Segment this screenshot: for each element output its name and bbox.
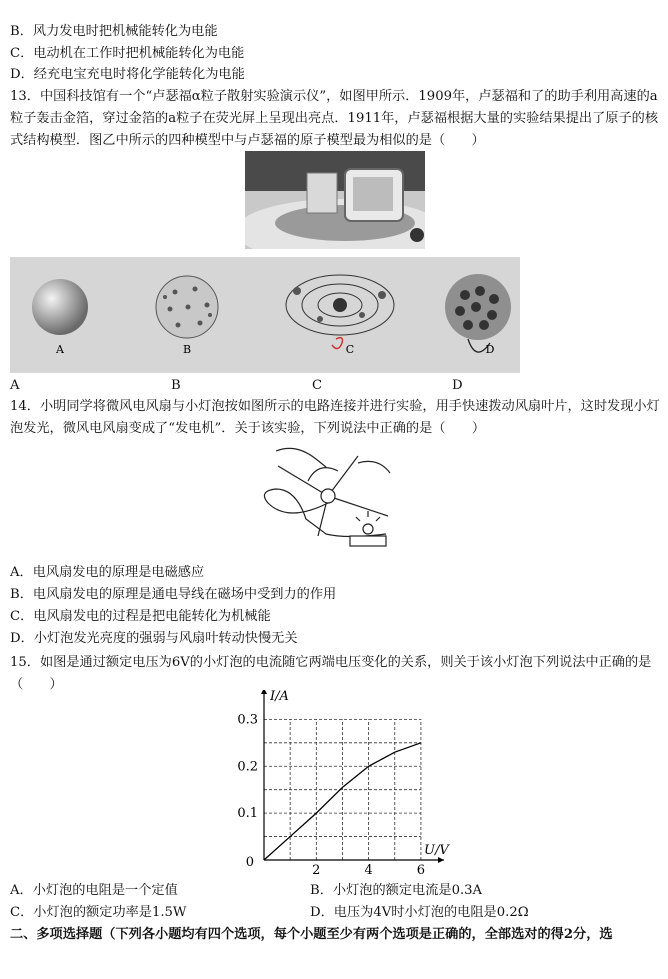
q12-option-c: C．电动机在工作时把机械能转化为电能 xyxy=(10,46,245,61)
q15-option-a: A．小灯泡的电阻是一个定值 xyxy=(10,883,178,898)
q14-option-d: D．小灯泡发光亮度的强弱与风扇叶转动快慢无关 xyxy=(10,631,298,646)
y-axis-label: I/A xyxy=(270,690,289,704)
q15-stem: 15．如图是通过额定电压为6V的小灯泡的电流随它两端电压变化的关系，则关于该小灯泡下列说法中正确的是（ ） xyxy=(10,655,652,692)
x-tick-label: 2 xyxy=(312,863,321,875)
q13-stem: 13．中国科技馆有一个“卢瑟福α粒子散射实验演示仪”，如图甲所示．1909年，卢瑟福和了的助手利用高速的a粒子轰击金箔，穿过金箔的a粒子在荧光屏上呈现出亮点．1911年，卢瑟福根据大量的实验结果提出了原子的核式结构模型．图乙中所示的四种模型中与卢瑟福的原子模型最为相似的是（ ） xyxy=(10,89,659,148)
q15-option-d: D．电压为4V时小灯泡的电阻是0.2Ω xyxy=(310,905,529,920)
q13-option-c: C xyxy=(312,378,323,393)
y-axis-arrow xyxy=(261,690,267,694)
fan-circuit-figure xyxy=(258,441,408,556)
q15-option-b: B．小灯泡的额定电流是0.3A xyxy=(310,883,483,898)
q15-option-c: C．小灯泡的额定功率是1.5W xyxy=(10,905,187,920)
q14-option-b: B．电风扇发电的原理是通电导线在磁场中受到力的作用 xyxy=(10,587,337,602)
section2-heading: 二、多项选择题（下列各小题均有四个选项，每个小题至少有两个选项是正确的，全部选对的得2分，选 xyxy=(10,927,613,942)
q13-option-b: B xyxy=(171,378,181,393)
q14-option-a: A．电风扇发电的原理是电磁感应 xyxy=(10,565,205,580)
atomic-models-figure xyxy=(10,257,520,373)
y-tick-label: 0.3 xyxy=(237,712,258,728)
model-d-label: D xyxy=(485,343,495,356)
rutherford-apparatus-photo xyxy=(245,151,425,249)
x-axis-label: U/V xyxy=(424,843,449,858)
x-tick-label: 4 xyxy=(364,863,373,875)
model-a-solid-sphere xyxy=(32,279,88,335)
q13-option-a: A xyxy=(10,378,20,393)
q12-option-d: D．经充电宝充电时将化学能转化为电能 xyxy=(10,67,245,82)
model-c-label: C xyxy=(345,343,355,356)
q13-option-d: D xyxy=(452,378,463,393)
q14-option-c: C．电风扇发电的过程是把电能转化为机械能 xyxy=(10,609,271,624)
x-tick-label: 6 xyxy=(416,863,426,875)
y-tick-label: 0.1 xyxy=(237,806,258,822)
q14-stem: 14．小明同学将微风电风扇与小灯泡按如图所示的电路连接并进行实验，用手快速拨动风扇叶片，这时发现小灯泡发光，微风电风扇变成了“发电机”．关于该实验，下列说法中正确的是（ ） xyxy=(10,399,660,436)
origin-label: 0 xyxy=(245,855,254,870)
iu-chart xyxy=(230,690,450,875)
model-b-label: B xyxy=(182,343,192,356)
q12-option-b: B．风力发电时把机械能转化为电能 xyxy=(10,24,218,39)
y-tick-label: 0.2 xyxy=(237,759,258,775)
chart-axes xyxy=(261,690,444,863)
model-a-label: A xyxy=(56,343,64,356)
chart-ticks xyxy=(237,690,450,875)
